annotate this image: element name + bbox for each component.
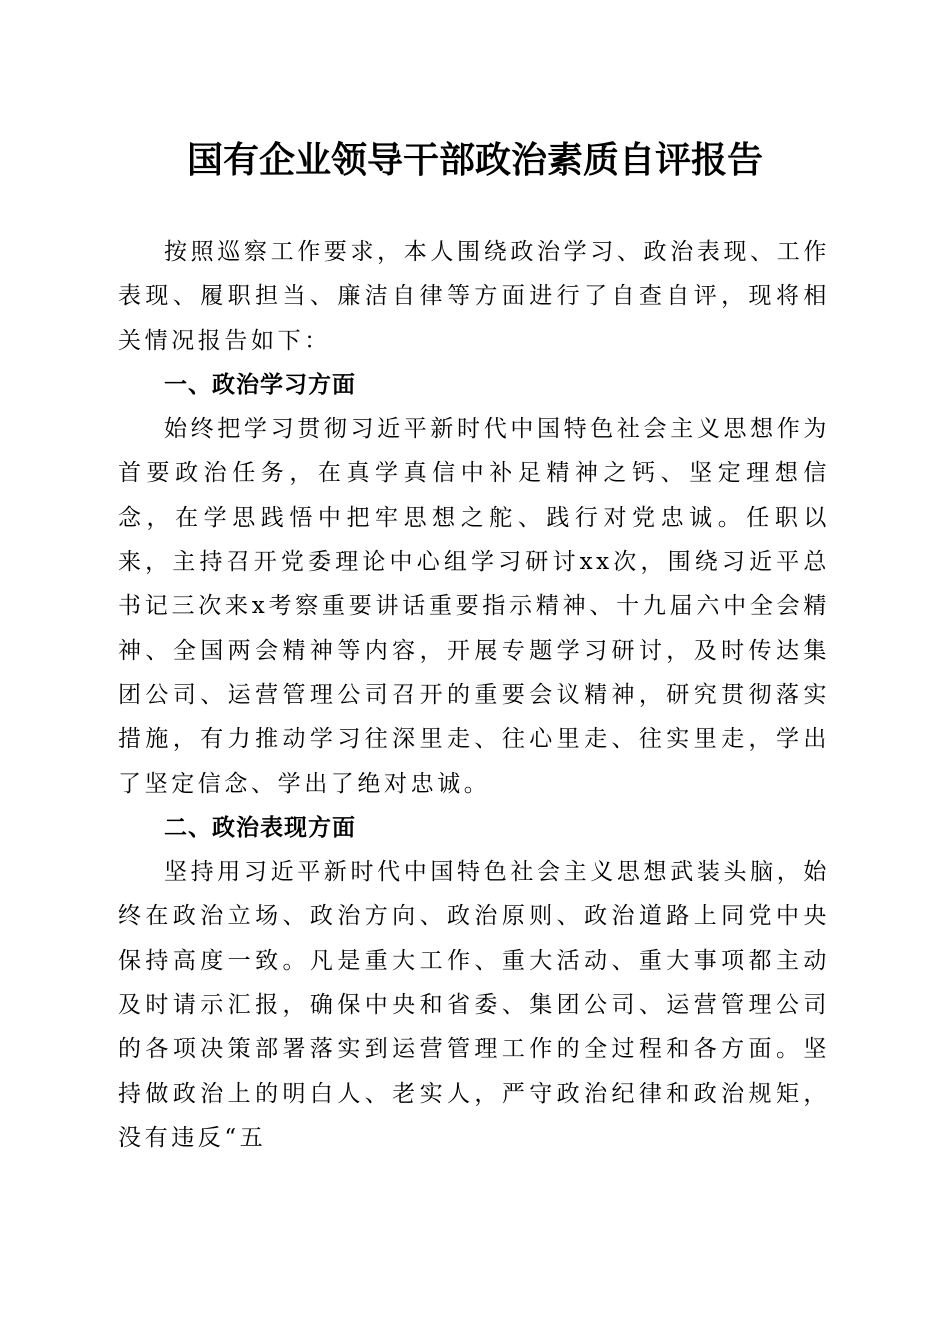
document-title: 国有企业领导干部政治素质自评报告 [186,139,763,181]
section-paragraph-political-study: 始终把学习贯彻习近平新时代中国特色社会主义思想作为首要政治任务，在真学真信中补足精神之钙、坚定理想信念，在学思践悟中把牢思想之舵、践行对党忠诚。任职以来，主持召开党委理论中心组学习研讨xx次，围绕习近平总书记三次来x考察重要讲话重要指示精神、十九届六中全会精神、全国两会精神等内容，开展专题学习研讨，及时传达集团公司、运营管理公司召开的重要会议精神，研究贯彻落实措施，有力推动学习往深里走、往心里走、往实里走，学出了坚定信念、学出了绝对忠诚。 [118,416,830,797]
section-paragraph-political-performance: 坚持用习近平新时代中国特色社会主义思想武装头脑，始终在政治立场、政治方向、政治原则、政治道路上同党中央保持高度一致。凡是重大工作、重大活动、重大事项都主动及时请示汇报，确保中央和省委、集团公司、运营管理公司的各项决策部署落实到运营管理工作的全过程和各方面。坚持做政治上的明白人、老实人，严守政治纪律和政治规矩，没有违反“五 [118,859,830,1151]
section-heading-political-performance: 二、政治表现方面 [164,814,356,841]
intro-paragraph: 按照巡察工作要求，本人围绕政治学习、政治表现、工作表现、履职担当、廉洁自律等方面进行了自查自评，现将相关情况报告如下： [118,239,830,354]
document-body [118,230,830,1160]
section-heading-political-study: 一、政治学习方面 [164,371,356,398]
